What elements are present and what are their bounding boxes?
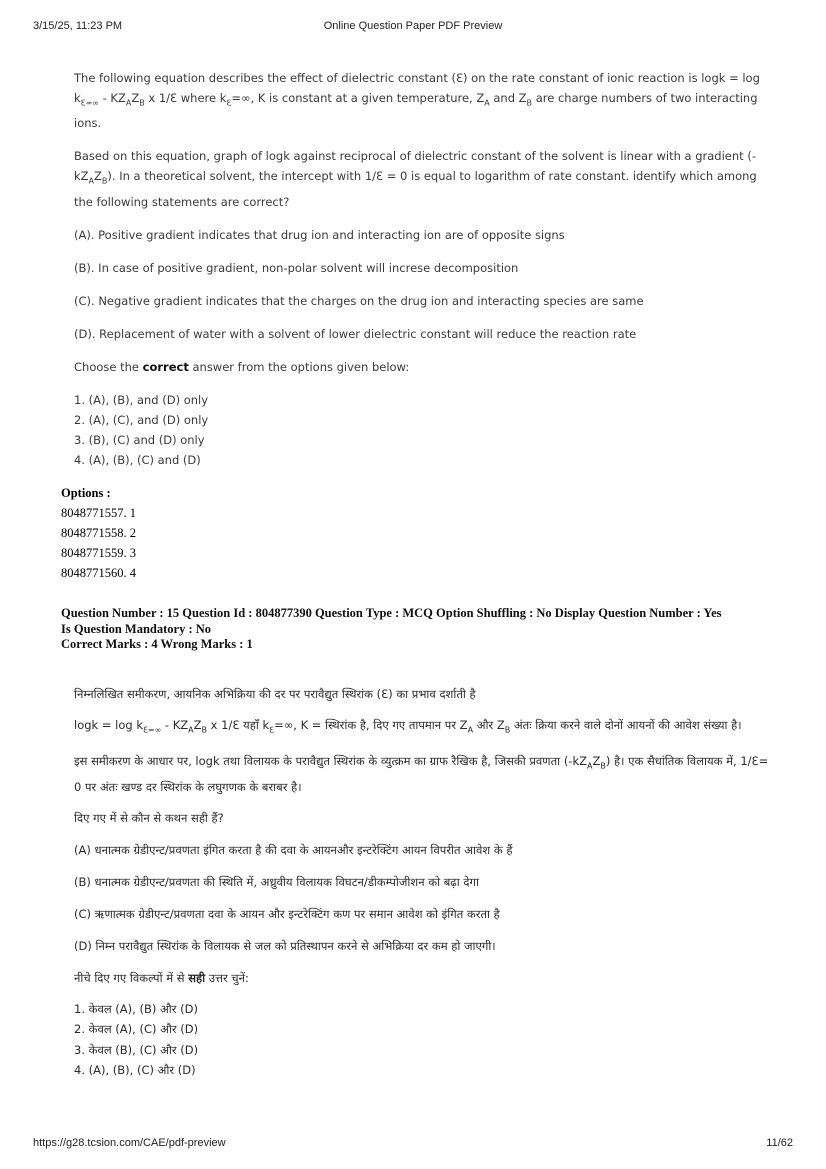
- statement-a: (A). Positive gradient indicates that drug ion and interacting ion are of opposite signs: [74, 227, 565, 242]
- option-id-item: 8048771560. 4: [61, 566, 136, 580]
- hindi-question: दिए गए में से कौन से कथन सही हैं?: [74, 810, 224, 825]
- footer-page-number: 11/62: [766, 1137, 793, 1149]
- statement-d: (D). Replacement of water with a solvent of lower dielectric constant will reduce the reaction rate: [74, 326, 637, 341]
- choice-item: 2. (A), (C), and (D) only: [74, 412, 209, 427]
- hindi-choice-item: 4. (A), (B), (C) और (D): [74, 1063, 196, 1078]
- hindi-choice-item: 2. केवल (A), (C) और (D): [74, 1022, 199, 1037]
- hindi-statement-b: (B) धनात्मक ग्रेडीएन्ट/प्रवणता की स्थिति में, अध्रुवीय विलायक विघटन/डीकम्पोजीशन को बढ़ा देगा: [74, 874, 479, 889]
- options-block: [61, 483, 781, 583]
- option-id-item: 8048771557. 1: [61, 506, 136, 520]
- english-choice-list: [74, 390, 774, 470]
- choice-item: 4. (A), (B), (C) and (D): [74, 452, 201, 467]
- page-header: [33, 20, 793, 34]
- question-equation-paragraph: The following equation describes the effect of dielectric constant (ℇ) on the rate constant of ionic reaction is $\log k = \log k_{ℇ=\infty} - KZ_AZ_B$ x 1/ℇ where $k_ℇ=\infty$, K is constant at a given temperature, $Z_A$ and $Z_B$ are charge numbers of two interacting ions.: [74, 71, 760, 131]
- statement-c: (C). Negative gradient indicates that the charges on the drug ion and interacting species are same: [74, 293, 644, 308]
- option-id-item: 8048771559. 3: [61, 546, 136, 560]
- statement-b: (B). In case of positive gradient, non-polar solvent will increse decomposition: [74, 260, 519, 275]
- footer-url: https://g28.tcsion.com/CAE/pdf-preview: [33, 1137, 226, 1149]
- page-footer: [33, 1137, 793, 1151]
- question-meta-line3: Correct Marks : 4 Wrong Marks : 1: [61, 637, 253, 651]
- question-graph-paragraph: Based on this equation, graph of logk against reciprocal of dielectric constant of the solvent is linear with a gradient $(-kZ_AZ_B)$. In a theoretical solvent, the intercept with 1/ℇ = 0 is equal to logarithm of rate constant. identify which among the following statements are correct?: [74, 149, 757, 209]
- hindi-graph-paragraph: इस समीकरण के आधार पर, logk तथा विलायक के परावैद्युत स्थिरांक के व्युत्क्रम का ग्राफ रैखिक है, जिसकी प्रवणता $(-kZ_AZ_B)$ है। एक सैधांतिक विलायक में, 1/ℇ= 0 पर अंतः खण्ड दर स्थिरांक के लघुगणक के बराबर है।: [74, 754, 769, 794]
- hindi-statement-a: (A) धनात्मक ग्रेडीएन्ट/प्रवणता इंगित करता है की दवा के आयनऔर इन्टरेक्टिंग आयन विपरीत आवेश के हैं: [74, 842, 513, 857]
- hindi-choose-instruction: नीचे दिए गए विकल्पों में से सही उत्तर चुनें:: [74, 970, 249, 985]
- hindi-equation-paragraph: $\log k = \log k_{ℇ=\infty} - KZ_AZ_B$ x 1/ℇ यहाँ $k_ℇ=\infty$, K = स्थिरांक है, दिए गए तापमान पर $Z_A$ और $Z_B$ अंतः क्रिया करने वाले दोनों आयनों की आवेश संख्या है।: [74, 718, 742, 735]
- header-datetime: 3/15/25, 11:23 PM: [33, 20, 123, 32]
- hindi-question-block: [74, 684, 774, 1081]
- choose-instruction: Choose the correct answer from the options given below:: [74, 359, 410, 374]
- hindi-statement-c: (C) ऋणात्मक ग्रेडीएन्ट/प्रवणता दवा के आयन और इन्टरेक्टिंग कण पर समान आवेश को इंगित करता है: [74, 906, 500, 921]
- options-label: Options :: [61, 486, 111, 500]
- choice-item: 1. (A), (B), and (D) only: [74, 392, 209, 407]
- question-meta-line1: Question Number : 15 Question Id : 804877390 Question Type : MCQ Option Shuffling : No Display Question Number : Yes: [61, 606, 722, 620]
- question-meta-block: [61, 606, 781, 653]
- question-meta-line2: Is Question Mandatory : No: [61, 621, 212, 636]
- hindi-intro: निम्नलिखित समीकरण, आयनिक अभिक्रिया की दर पर परावैद्युत स्थिरांक (ℇ) का प्रभाव दर्शाती है: [74, 687, 476, 701]
- option-id-item: 8048771558. 2: [61, 526, 136, 540]
- choice-item: 3. (B), (C) and (D) only: [74, 432, 205, 447]
- hindi-statement-d: (D) निम्न परावैद्युत स्थिरांक के विलायक से जल को प्रतिस्थापन करने से अभिक्रिया दर कम हो जाएगी।: [74, 938, 496, 953]
- hindi-choice-list: [74, 999, 774, 1081]
- hindi-choice-item: 3. केवल (B), (C) और (D): [74, 1042, 199, 1057]
- hindi-choice-item: 1. केवल (A), (B) और (D): [74, 1001, 198, 1016]
- header-title: Online Question Paper PDF Preview: [323, 20, 503, 32]
- english-question-block: [74, 68, 774, 470]
